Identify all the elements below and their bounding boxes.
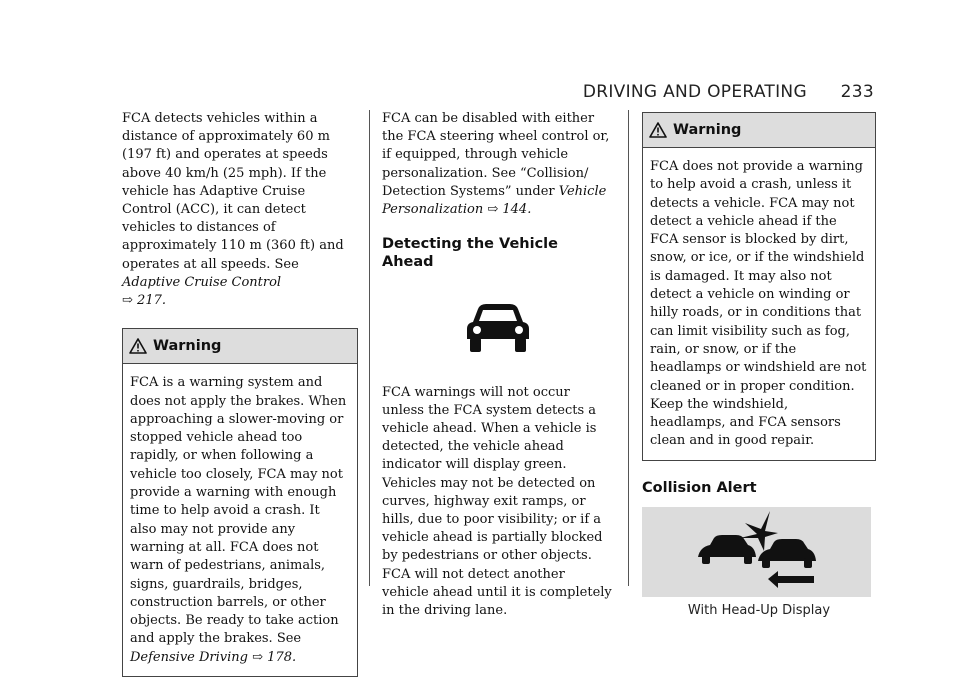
collision-alert-figure bbox=[642, 507, 871, 597]
warning-header bbox=[643, 113, 875, 148]
vehicle-ahead-icon bbox=[464, 303, 532, 353]
page-ref[interactable]: 178. bbox=[267, 649, 297, 665]
column-1 bbox=[122, 110, 358, 677]
column-3 bbox=[642, 110, 876, 620]
page-number: 233 bbox=[840, 82, 874, 102]
warning-triangle-icon bbox=[649, 122, 667, 138]
vehicle-personalization-link[interactable]: Vehicle Personalization bbox=[382, 183, 607, 218]
section-title: DRIVING AND OPERATING bbox=[582, 82, 807, 102]
detect-paragraph: FCA warnings will not occur unless the FCA system detects a vehicle ahead. When a vehicle is detected, the vehicle ahead indicator will display green. Vehicles may not be detected on curves, highway exit ramps, or hills, due to poor visibility; or if a vehicle ahead is partially blocked by pedestrians or other objects. FCA will not detect another vehicle ahead until it is completely in the driving lane. bbox=[382, 384, 612, 619]
defensive-driving-link[interactable]: Defensive Driving bbox=[130, 649, 248, 665]
column-divider bbox=[628, 110, 629, 586]
adaptive-cruise-link[interactable]: Adaptive Cruise Control bbox=[122, 274, 282, 290]
page-ref[interactable]: 144. bbox=[502, 202, 532, 218]
warning-body: FCA does not provide a warning to help avoid a crash, unless it detects a vehicle. FCA may not detect a vehicle ahead if the FCA sensor is blocked by dirt, snow, or ice, or if the windshield is damaged. It may also not detect a vehicle on winding or hilly roads, or in conditions that can limit visibility such as fog, rain, or snow, or if the headlamps or windshield are not cleaned or in proper condition. Keep the windshield, headlamps, and FCA sensors clean and in good repair. bbox=[650, 159, 867, 449]
page-ref-arrow-icon: ⇨ bbox=[252, 649, 264, 665]
column-divider bbox=[369, 110, 370, 586]
disable-paragraph: FCA can be disabled with either the FCA steering wheel control or, if equipped, through vehicle personalization. See “Collision/ Detection Systems” under Vehicle Personalization ⇨ 144. bbox=[382, 111, 610, 218]
figure-caption: With Head-Up Display bbox=[687, 602, 831, 618]
intro-paragraph: FCA detects vehicles within a distance of approximately 60 m (197 ft) and operates at speeds above 40 km/h (25 mph). If the vehicle has Adaptive Cruise Control (ACC), it can detect vehicles to distances of approximately 110 m (360 ft) and operates at all speeds. See Adaptive Cruise Control ⇨ 217. bbox=[122, 111, 344, 309]
section-heading: Collision Alert bbox=[642, 479, 757, 496]
page-ref-arrow-icon: ⇨ bbox=[122, 293, 133, 309]
warning-box bbox=[642, 112, 876, 461]
page-ref[interactable]: 217. bbox=[137, 293, 166, 309]
column-2 bbox=[382, 110, 614, 620]
warning-triangle-icon bbox=[129, 338, 147, 354]
warning-body: FCA is a warning system and does not apply the brakes. When approaching a slower-moving or stopped vehicle ahead too rapidly, or when following a vehicle too closely, FCA may not provide a warning with enough time to help avoid a crash. It also may not provide any warning at all. FCA does not warn of pedestrians, animals, signs, guardrails, bridges, construction barrels, or other objects. Be ready to take action and apply the brakes. See Defensive Driving ⇨ 178. bbox=[130, 375, 347, 665]
warning-title: Warning bbox=[153, 338, 222, 355]
warning-box bbox=[122, 328, 358, 677]
section-heading: Detecting the Vehicle Ahead bbox=[382, 236, 558, 271]
warning-header bbox=[123, 329, 357, 364]
vehicle-ahead-figure bbox=[382, 272, 614, 384]
warning-title: Warning bbox=[673, 121, 742, 138]
collision-alert-icon bbox=[642, 507, 871, 597]
page-ref-arrow-icon: ⇨ bbox=[487, 202, 499, 218]
page-header bbox=[583, 82, 874, 102]
